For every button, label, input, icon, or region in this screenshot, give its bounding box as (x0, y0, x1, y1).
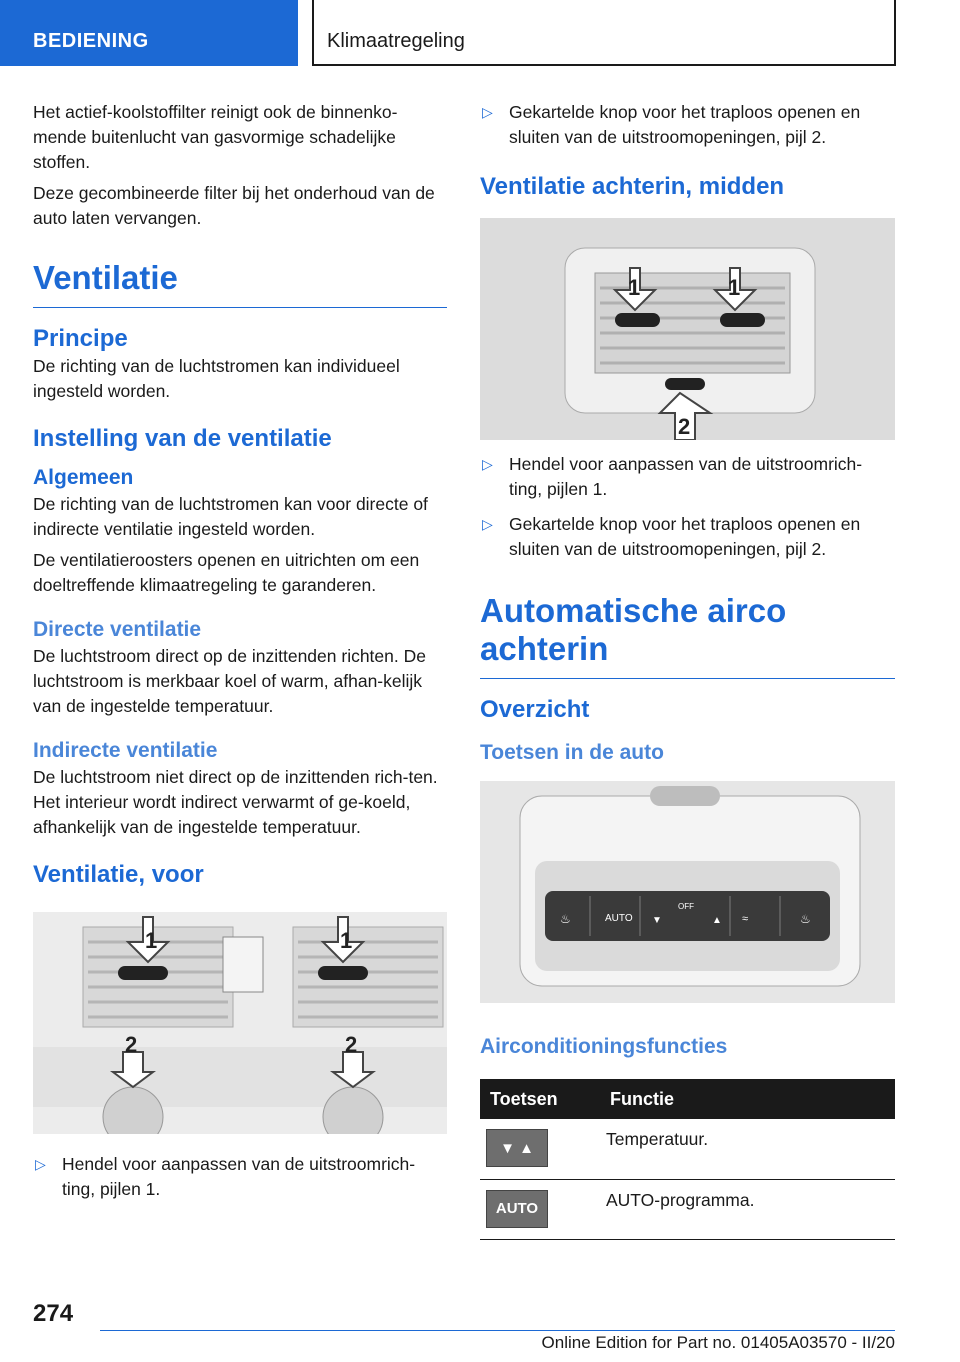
section-tab (0, 0, 298, 66)
panel-auto-label: AUTO (605, 913, 633, 924)
heading-instelling: Instelling van de ventilatie (33, 425, 332, 452)
temperature-key-icon: ▼ ▲ (486, 1129, 548, 1167)
bullet-am-1-text: Hendel voor aanpassen van de uitstroomrich-ting, pijlen 1. (509, 454, 863, 499)
auto-key-icon: AUTO (486, 1190, 548, 1228)
table-row (480, 1119, 895, 1179)
algemeen-paragraph-1: De richting van de luchtstromen kan voor directe of indirecte ventilatie ingesteld worden. (33, 494, 428, 539)
intro-paragraph-1: Het actief-koolstoffilter reinigt ook de binnenko-mende buitenlucht van gasvormige schadelijke stoffen. (33, 102, 398, 172)
rear-label-2: 2 (678, 414, 691, 439)
rear-label-1a: 1 (628, 275, 641, 300)
left-column (33, 100, 447, 1212)
rear-label-1b: 1 (728, 275, 741, 300)
table-cell-function: AUTO-programma. (600, 1179, 895, 1239)
directe-paragraph: De luchtstroom direct op de inzittenden richten. De luchtstroom is merkbaar koel of warm, afhan-kelijk van de ingestelde temperatuur. (33, 646, 426, 716)
bullet-am-2 (480, 512, 895, 562)
table-cell-function: Temperatuur. (600, 1119, 895, 1179)
heading-functies: Airconditioningsfuncties (480, 1035, 728, 1058)
bullet-top-text: Gekartelde knop voor het traploos openen en sluiten van de uitstroomopeningen, pijl 2. (509, 102, 861, 147)
indirecte-paragraph: De luchtstroom niet direct op de inzittenden rich-ten. Het interieur wordt indirect verwarmt of ge-koeld, afhankelijk van de ingestelde temperatuur. (33, 767, 438, 837)
topic-title: Klimaatregeling (327, 30, 465, 52)
front-label-2a: 2 (125, 1032, 138, 1057)
table-row (480, 1179, 895, 1239)
section-title: BEDIENING (33, 30, 149, 52)
heading-ventilatie: Ventilatie (33, 259, 447, 308)
heading-principe: Principe (33, 325, 128, 352)
algemeen-paragraph-2: De ventilatieroosters openen en uitrichten om een doeltreffende klimaatregeling te garanderen. (33, 550, 420, 595)
right-column (480, 100, 895, 1240)
functions-table (480, 1079, 895, 1240)
rear-panel-image (480, 781, 895, 1003)
bullet-voor-1-text: Hendel voor aanpassen van de uitstroomrich-ting, pijlen 1. (62, 1154, 416, 1199)
table-header-toetsen: Toetsen (480, 1079, 600, 1119)
bullet-arrow-icon: ▷ (35, 1156, 46, 1172)
heading-directe: Directe ventilatie (33, 618, 202, 641)
table-header-functie: Functie (600, 1079, 895, 1119)
principe-paragraph: De richting van de luchtstromen kan individueel ingesteld worden. (33, 356, 400, 401)
heading-achter-midden: Ventilatie achterin, midden (480, 173, 785, 200)
topic-tab (312, 0, 896, 66)
intro-paragraph-2: Deze gecombineerde filter bij het onderhoud van de auto laten vervangen. (33, 183, 435, 228)
table-cell-key (480, 1179, 600, 1239)
heading-automatische-airco: Automatische airco achterin (480, 592, 895, 679)
table-cell-key (480, 1119, 600, 1179)
bullet-arrow-icon: ▷ (482, 516, 493, 532)
edition-text: Online Edition for Part no. 01405A03570 - II/20 (541, 1333, 895, 1352)
front-label-2b: 2 (345, 1032, 358, 1057)
heading-ventilatie-voor: Ventilatie, voor (33, 861, 204, 888)
heading-algemeen: Algemeen (33, 466, 134, 489)
bullet-arrow-icon: ▷ (482, 104, 493, 120)
bullet-top (480, 100, 895, 150)
footer-divider (100, 1330, 895, 1331)
front-label-1b: 1 (340, 928, 353, 953)
front-vents-image (33, 912, 447, 1134)
front-label-1a: 1 (145, 928, 158, 953)
heading-overzicht: Overzicht (480, 696, 590, 723)
bullet-am-2-text: Gekartelde knop voor het traploos openen en sluiten van de uitstroomopeningen, pijl 2. (509, 514, 861, 559)
bullet-am-1 (480, 452, 895, 502)
bullet-arrow-icon: ▷ (482, 456, 493, 472)
svg-text:▼: ▼ (652, 915, 662, 926)
bullet-voor-1 (33, 1152, 447, 1202)
panel-off-label: OFF (678, 902, 694, 911)
table-header-row (480, 1079, 895, 1119)
svg-text:♨: ♨ (560, 912, 571, 926)
svg-text:♨: ♨ (800, 912, 811, 926)
page-number: 274 (33, 1300, 74, 1327)
heading-indirecte: Indirecte ventilatie (33, 739, 218, 762)
heading-toetsen: Toetsen in de auto (480, 741, 664, 764)
svg-text:≈: ≈ (742, 913, 749, 925)
svg-text:▲: ▲ (712, 915, 722, 926)
rear-vents-image (480, 218, 895, 440)
